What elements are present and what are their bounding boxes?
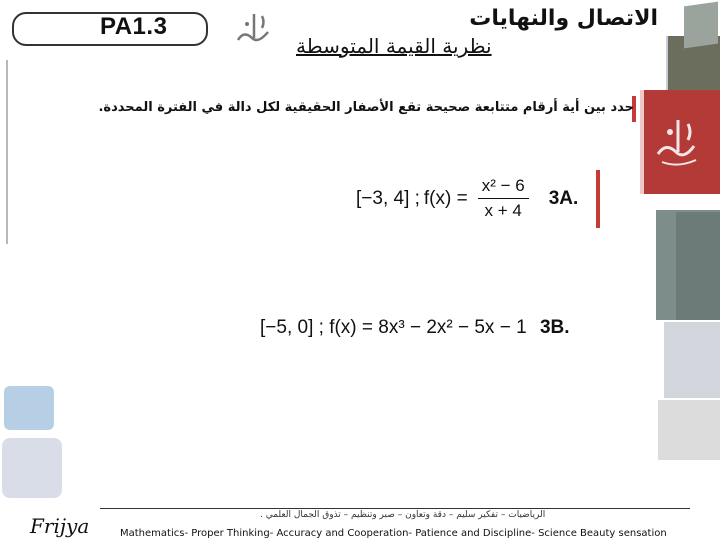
- problem-3b-interval: [−5, 0] ;: [260, 317, 324, 338]
- problem-3a-fraction: [478, 176, 529, 221]
- footer-english-motto: Mathematics- Proper Thinking- Accuracy and Cooperation- Patience and Discipline- Science Beauty sensation: [120, 528, 667, 539]
- problem-3a-label: 3A.: [548, 187, 579, 209]
- problem-3b: [260, 317, 570, 339]
- decorative-block-right-7: [658, 400, 720, 460]
- decorative-block-right-6: [664, 322, 720, 398]
- page-subtitle: نظرية القيمة المتوسطة: [296, 34, 492, 58]
- iqra-logo-icon: [648, 102, 708, 172]
- problem-3a-marker: [596, 170, 600, 228]
- signature: Frijya: [30, 514, 90, 538]
- instruction-text: حدد بين أية أرقام متتابعة صحيحة تقع الأصفار الحقيقية لكل دالة في الفترة المحددة.: [98, 100, 634, 115]
- decorative-block-right-3: [684, 2, 718, 49]
- problem-3a: [356, 176, 578, 221]
- problem-3a-numerator: x² − 6: [478, 176, 529, 199]
- decorative-block-left-2: [2, 438, 62, 498]
- problem-3b-label: 3B.: [539, 317, 570, 338]
- decorative-block-left-1: [4, 386, 54, 430]
- problem-3a-denominator: x + 4: [484, 201, 522, 220]
- footer-arabic-motto: الرياضيات – تفكير سليم – دقة وتعاون – صبر وتنظيم – تذوق الجمال العلمي .: [260, 510, 546, 520]
- footer-divider: [100, 508, 690, 509]
- problem-3a-interval: [−3, 4] ;: [356, 187, 420, 209]
- problem-3b-expression: f(x) = 8x³ − 2x² − 5x − 1: [329, 317, 527, 338]
- lesson-code: PA1.3: [100, 13, 168, 40]
- iqra-logo-small-icon: [230, 4, 278, 52]
- problem-3a-fx: f(x) =: [423, 187, 468, 209]
- page-title: الاتصال والنهايات: [469, 6, 658, 31]
- left-divider-line: [6, 60, 8, 244]
- decorative-block-right-5: [676, 212, 720, 320]
